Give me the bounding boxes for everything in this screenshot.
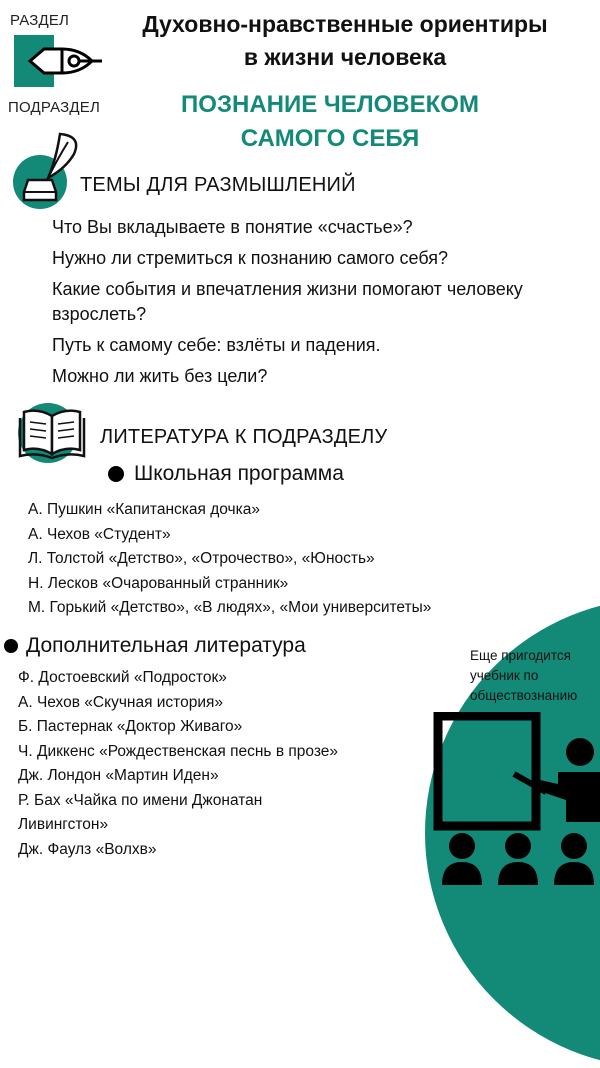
- teacher-board-icon: [430, 712, 600, 885]
- subsection-label: ПОДРАЗДЕЛ: [8, 99, 100, 116]
- list-item: Ф. Достоевский «Подросток»: [18, 669, 227, 686]
- list-item: Дж. Лондон «Мартин Иден»: [18, 767, 219, 784]
- section-label: РАЗДЕЛ: [10, 12, 70, 29]
- additional-heading: Дополнительная литература: [4, 634, 306, 658]
- bullet-dot: [4, 639, 18, 653]
- additional-list: [18, 666, 348, 862]
- page-subtitle: ПОЗНАНИЕ ЧЕЛОВЕКОМ САМОГО СЕБЯ: [181, 91, 479, 152]
- list-item: Путь к самому себе: взлёты и падения.: [52, 335, 381, 355]
- inkwell-quill-icon: [8, 130, 88, 210]
- school-list: [28, 498, 588, 621]
- list-item: Можно ли жить без цели?: [52, 366, 268, 386]
- list-item: А. Чехов «Скучная история»: [18, 693, 224, 711]
- topics-heading: ТЕМЫ ДЛЯ РАЗМЫШЛЕНИЙ: [80, 174, 356, 196]
- list-item: Р. Бах «Чайка по имени Джонатан Ливингстон»: [18, 791, 263, 833]
- list-item: Дж. Фаулз «Волхв»: [18, 840, 157, 858]
- topics-list: [52, 215, 572, 395]
- list-item: Нужно ли стремиться к познанию самого себя?: [52, 248, 449, 268]
- literature-heading: ЛИТЕРАТУРА К ПОДРАЗДЕЛУ: [100, 426, 388, 448]
- school-heading: Школьная программа: [108, 462, 344, 486]
- list-item: Б. Пастернак «Доктор Живаго»: [18, 718, 243, 735]
- list-item: Ч. Диккенс «Рождественская песнь в прозе»: [18, 742, 338, 760]
- list-item: М. Горький «Детство», «В людях», «Мои университеты»: [28, 599, 432, 616]
- page-title: Духовно-нравственные ориентиры в жизни человека: [142, 11, 548, 70]
- open-book-icon: [8, 402, 98, 464]
- list-item: Какие события и впечатления жизни помогают человеку взрослеть?: [52, 279, 523, 324]
- tip-text: Еще пригодится учебник по обществознанию: [470, 648, 578, 703]
- list-item: Н. Лесков «Очарованный странник»: [28, 574, 289, 592]
- list-item: Л. Толстой «Детство», «Отрочество», «Юность»: [28, 550, 375, 567]
- list-item: А. Пушкин «Капитанская дочка»: [28, 501, 260, 518]
- list-item: Что Вы вкладываете в понятие «счастье»?: [52, 217, 413, 237]
- list-item: А. Чехов «Студент»: [28, 525, 171, 543]
- bullet-dot: [108, 466, 124, 482]
- pen-nib-icon: [12, 33, 104, 89]
